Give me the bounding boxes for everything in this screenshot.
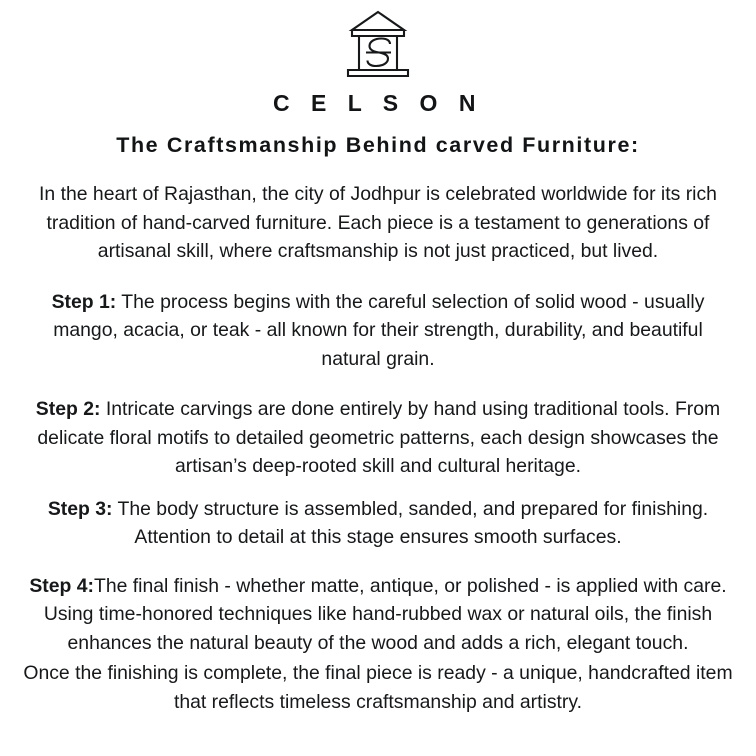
closing-paragraph: Once the finishing is complete, the final piece is ready - a unique, handcrafted item that reflects timeless craftsmanship and artistry. <box>23 662 733 713</box>
intro-paragraph: In the heart of Rajasthan, the city of Jodhpur is celebrated worldwide for its rich tradition of hand-carved furniture. Each piece is a testament to generations of artisanal skill, where craftsmanship is not just practiced, but lived. <box>39 183 717 263</box>
celson-house-monogram-icon <box>335 8 421 86</box>
step-3-paragraph <box>22 495 734 552</box>
step-3-text: The body structure is assembled, sanded, and prepared for finishing. Attention to detail at this stage ensures smooth surfaces. <box>112 497 709 549</box>
step-4-text: The final finish - whether matte, antique, or polished - is applied with care. Using time-honored techniques like hand-rubbed wax or natural oils, the finish enhances the natural beauty of the wood and adds a rich, elegant touch. <box>43 574 727 654</box>
step-1-label: Step 1: <box>51 290 117 313</box>
step-2-label: Step 2: <box>35 398 101 421</box>
step-3-label: Step 3: <box>47 497 113 520</box>
page-title: The Craftsmanship Behind carved Furniture: <box>116 133 640 157</box>
step-4-paragraph <box>22 572 734 658</box>
brand-name: C E L S O N <box>273 90 483 116</box>
step-2-paragraph <box>22 395 734 481</box>
article-body <box>22 158 734 716</box>
step-4-label: Step 4: <box>29 574 94 597</box>
step-1-paragraph <box>22 288 734 374</box>
step-2-text: Intricate carvings are done entirely by hand using traditional tools. From delicate floral motifs to detailed geometric patterns, each design showcases the artisan’s deep-rooted skill and cultural heritage. <box>37 398 721 478</box>
step-1-text: The process begins with the careful selection of solid wood - usually mango, acacia, or teak - all known for their strength, durability, and beautiful natural grain. <box>53 290 705 370</box>
